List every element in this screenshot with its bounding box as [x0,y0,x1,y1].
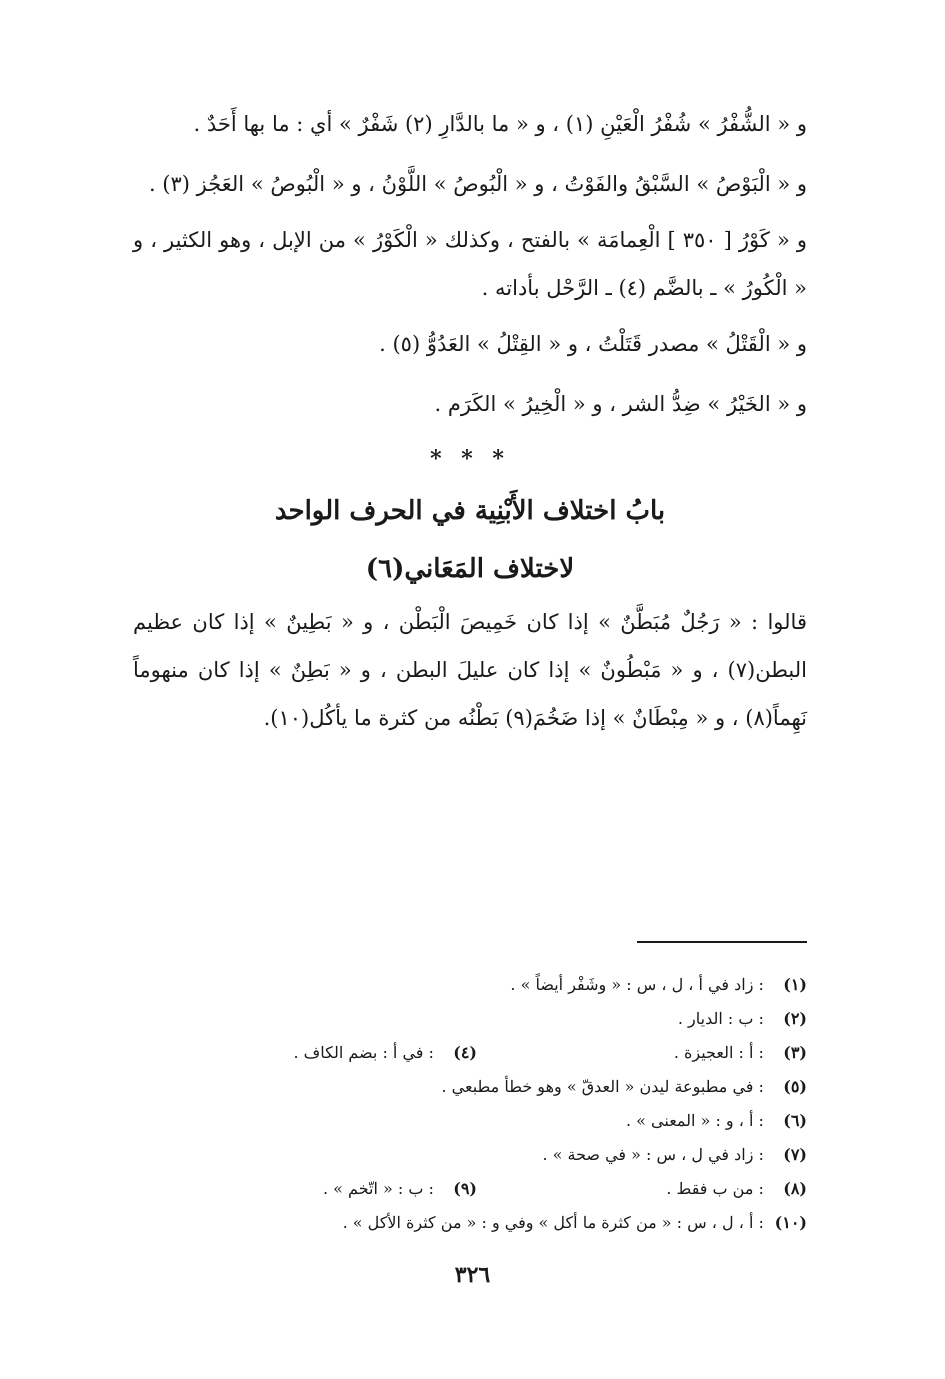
footnote-number: (٩) [453,1179,477,1198]
footnote-5 [133,1070,807,1104]
footnote-entry [477,1172,807,1206]
footnote-entry [441,1070,807,1104]
footnote-entry [477,968,807,1002]
footnote-entry [477,1036,807,1070]
footnote-number: (٦) [783,1111,807,1130]
footnote-text: : في أ : بضم الكاف . [293,1043,434,1062]
footnote-text: : أ ، و : « المعنى » . [625,1111,764,1130]
section-separator: * * * [430,446,510,472]
paragraph-kawr: و « كَوْرُ [ ٣٥٠ ] الْعِمامَة » بالفتح ، وكذلك « الْكَوْرُ » من الإبل ، وهو الكثير ، و « الْكُورُ » ـ بالضَّم (٤) ـ الرَّحْل بأداته . [133,228,807,300]
footnote-number: (٣) [783,1043,807,1062]
footnote-entry [477,1138,807,1172]
footnote-text: : في مطبوعة ليدن « العدقّ » وهو خطأ مطبعي . [441,1077,764,1096]
chapter-title-line-1: بابُ اختلاف الأَبْنِية في الحرف الواحد [274,496,666,526]
footnote-text: : زاد في ل ، س : « في صحة » . [542,1145,764,1164]
footnote-number: (٥) [783,1077,807,1096]
footnote-number: (٢) [783,1009,807,1028]
paragraph-bawsu: و « الْبَوْصُ » السَّبْقُ والفَوْتُ ، و « الْبُوصُ » اللَّوْنُ ، و « الْبُوصُ » العَجُز (٣) . [148,172,807,196]
chapter-title-line-2: لاختلاف المَعَاني(٦) [365,554,575,584]
footnote-number: (٧) [783,1145,807,1164]
footnote-text: : أ : العجيزة . [673,1043,764,1062]
page-number: ٣٢٦ [454,1262,491,1288]
footnote-number: (١٠) [774,1213,807,1232]
main-text [133,96,807,742]
footnote-entry [294,1036,478,1070]
footnotes [133,968,807,1240]
footnote-divider [637,941,807,943]
footnote-entry [477,1104,807,1138]
footnote-entry [477,1002,807,1036]
paragraph-shufr: و « الشُّفْرُ » شُفْرُ الْعَيْنِ (١) ، و « ما بالدَّارِ (٢) شَفْرٌ » أي : ما بها أَحَدٌ . [193,112,807,136]
footnote-text: : ب : « اتّخم » . [323,1179,434,1198]
paragraph-batn: قالوا : « رَجُلٌ مُبَطَّنٌ » إذا كان خَمِيصَ الْبَطْن ، و « بَطِينٌ » إذا كان عظيم البطن(٧) ، و « مَبْطُونٌ » إذا كان عليلَ البطن ، و « بَطِنٌ » إذا كان منهوماً نَهِماً(٨) ، و « مِبْطَانٌ » إذا ضَخُمَ(٩) بَطْنُه من كثرة ما يأكُل(١٠). [133,610,807,730]
footnote-text: : زاد في أ ، ل ، س : « وشَفْر أيضاً » . [510,975,764,994]
footnote-8-9 [133,1172,807,1206]
footnote-3-4 [133,1036,807,1070]
footnote-7 [133,1138,807,1172]
footnote-number: (١) [783,975,807,994]
footnote-text: : أ ، ل ، س : « من كثرة ما أكل » وفي و : « من كثرة الأكل » . [342,1213,764,1232]
footnote-text: : من ب فقط . [666,1179,764,1198]
footnote-10 [133,1206,807,1240]
footnote-number: (٤) [453,1043,477,1062]
footnote-number: (٨) [783,1179,807,1198]
footnote-2 [133,1002,807,1036]
footnote-1 [133,968,807,1002]
paragraph-khayr: و « الخَيْرُ » ضِدُّ الشر ، و « الْخِيرُ » الكَرَم . [434,392,807,416]
footnote-entry [342,1206,807,1240]
paragraph-qatl: و « الْقَتْلُ » مصدر قَتَلْتُ ، و « القِتْلُ » العَدُوُّ (٥) . [379,332,807,356]
footnote-text: : ب : الديار . [677,1009,764,1028]
footnote-entry [323,1172,477,1206]
footnote-6 [133,1104,807,1138]
